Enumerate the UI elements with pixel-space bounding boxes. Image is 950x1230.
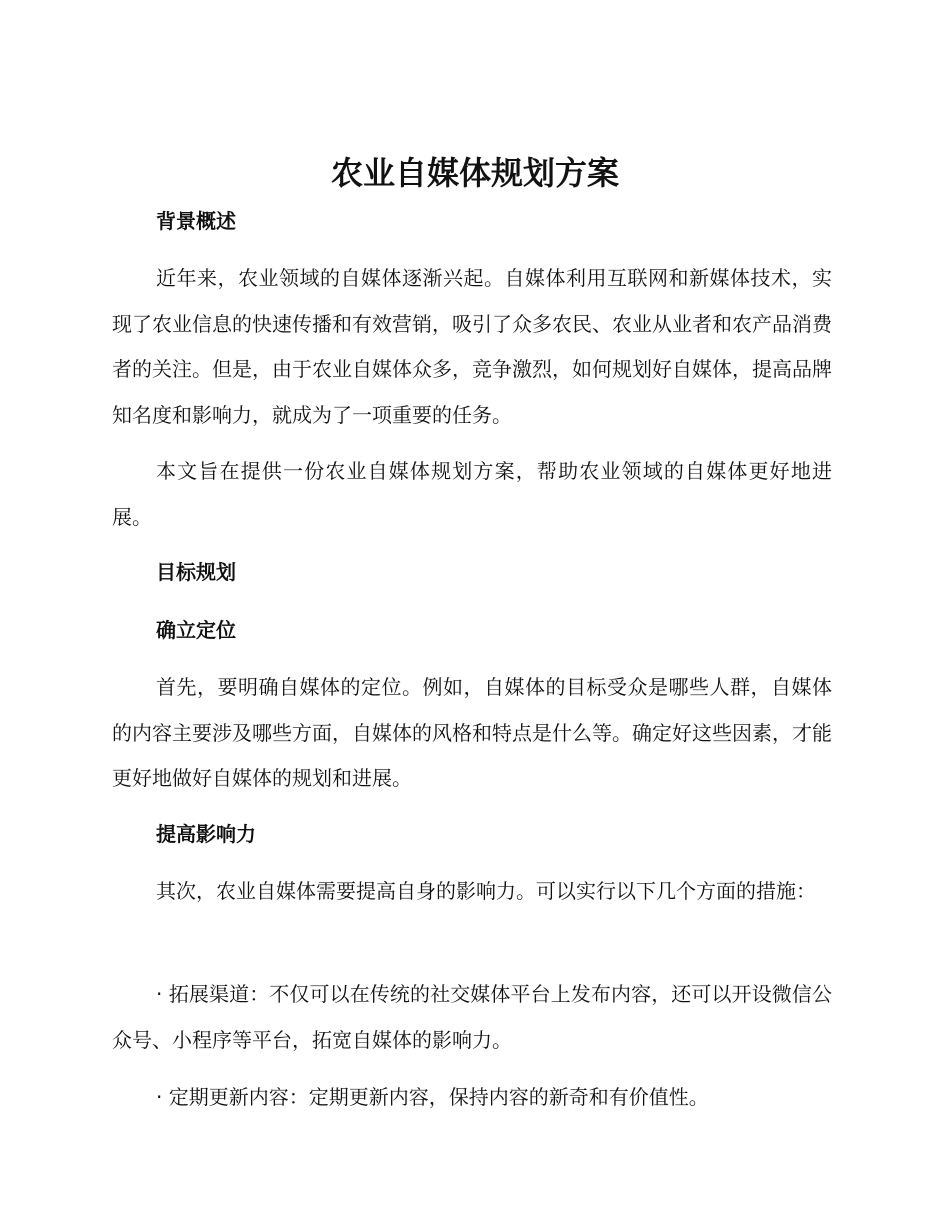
section-heading-positioning: 确立定位 [156, 618, 236, 642]
bullet-regular-updates: · 定期更新内容：定期更新内容，保持内容的新奇和有价值性。 [156, 1085, 709, 1109]
paragraph-background-1: 近年来，农业领域的自媒体逐渐兴起。自媒体利用互联网和新媒体技术，实现了农业信息的快速传播和有效营销，吸引了众多农民、农业从业者和农产品消费者的关注。但是，由于农业自媒体众多，竞争激烈，如何规划好自媒体，提高品牌知名度和影响力，就成为了一项重要的任务。 [112, 266, 832, 427]
paragraph-background-2: 本文旨在提供一份农业自媒体规划方案，帮助农业领域的自媒体更好地进展。 [112, 459, 832, 529]
bullet-expand-channels: · 拓展渠道：不仅可以在传统的社交媒体平台上发布内容，还可以开设微信公众号、小程序等平台，拓宽自媒体的影响力。 [112, 982, 832, 1052]
section-heading-influence: 提高影响力 [156, 822, 256, 846]
document-title: 农业自媒体规划方案 [330, 154, 619, 192]
paragraph-influence-intro: 其次，农业自媒体需要提高自身的影响力。可以实行以下几个方面的措施： [156, 879, 816, 903]
section-heading-background: 背景概述 [156, 209, 236, 233]
section-heading-goals: 目标规划 [156, 560, 236, 584]
paragraph-positioning: 首先，要明确自媒体的定位。例如，自媒体的目标受众是哪些人群，自媒体的内容主要涉及哪些方面，自媒体的风格和特点是什么等。确定好这些因素，才能更好地做好自媒体的规划和进展。 [112, 675, 832, 790]
